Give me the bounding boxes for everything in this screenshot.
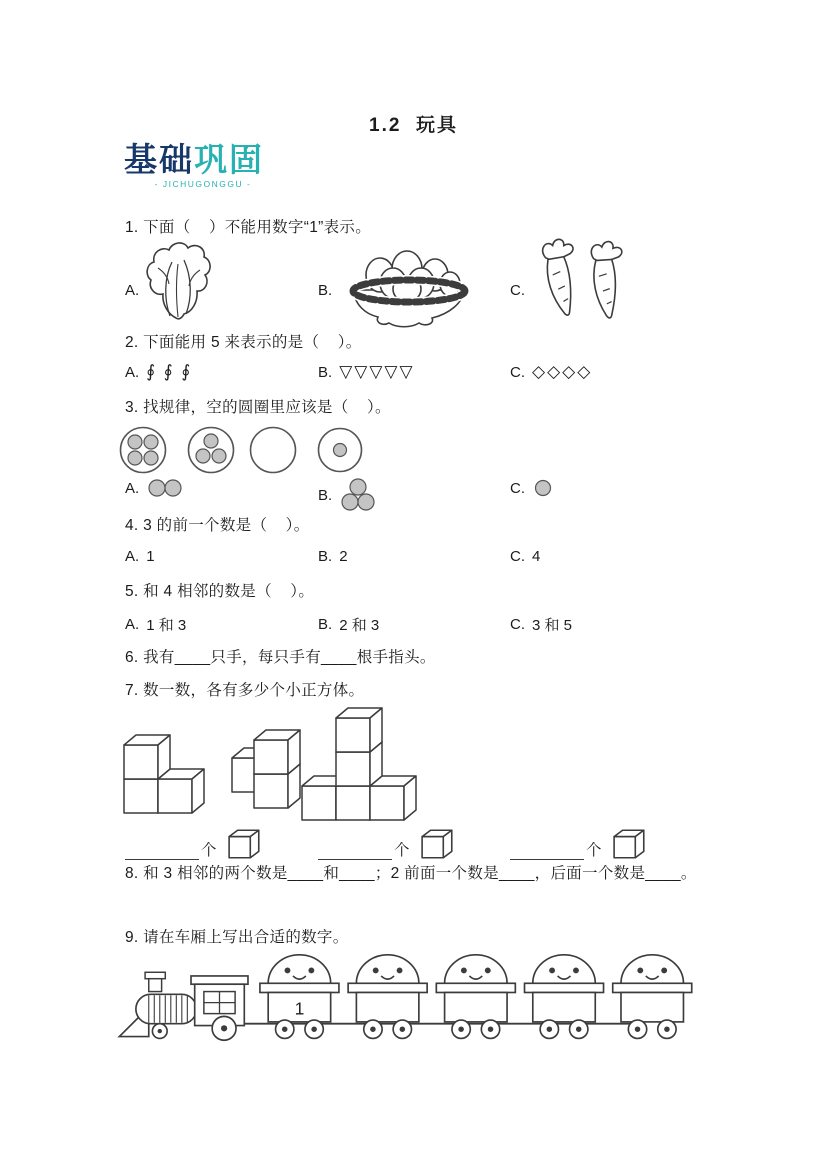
q7-answer-1-unit: 个 [201,842,217,859]
q5-option-c [510,614,572,635]
q2-option-b-label: B. [318,363,333,381]
question-2-options [125,362,745,386]
q3-option-c [510,478,553,498]
train-car-1 [260,955,339,1039]
carrot-1 [541,237,584,317]
logo-text-dark: 基础 [124,141,194,178]
cube-icon [420,828,456,860]
q4-option-b-label: B. [318,548,333,565]
q3-option-b [318,478,376,512]
q4-option-a-label: A. [125,548,140,565]
logo [124,142,300,189]
q2-option-a [125,362,192,382]
question-7-text: 7. 数一数，各有多少个小正方体。 [125,682,365,699]
q3-option-c-dot [533,478,553,498]
q4-option-a [125,548,155,565]
q4-option-b-value: 2 [339,548,348,565]
pattern-circle-2 [189,428,234,473]
page-title: 1.2 玩具 [369,115,458,136]
q2-option-a-symbols: ∮ ∮ ∮ [146,362,193,381]
q5-option-c-label: C. [510,616,525,633]
q2-option-c [510,362,592,382]
q4-option-c [510,548,540,565]
question-9-text: 9. 请在车厢上写出合适的数字。 [125,929,349,946]
train-car-1-number: 1 [294,998,305,1019]
q3-option-b-dots [340,478,376,512]
q5-option-c-value: 3 和 5 [532,617,573,634]
q2-option-b-symbols: ▽▽▽▽▽ [339,362,415,381]
q7-answer-3-unit: 个 [586,842,602,859]
train-car-5 [613,955,692,1039]
q5-option-b [318,614,379,635]
q3-option-a [125,478,183,498]
logo-text-teal: 巩固 [194,141,264,178]
q4-option-a-value: 1 [146,548,155,565]
q5-option-a-value: 1 和 3 [146,617,187,634]
question-4-options [125,548,745,572]
q3-pattern-sequence [118,424,364,476]
question-1-text: 1. 下面（ ）不能用数字“1”表示。 [125,219,372,236]
train-car-4 [525,955,604,1039]
q3-option-a-label: A. [125,479,140,497]
q7-figure-3-t-shape [298,702,420,826]
q2-option-b [318,362,415,382]
q5-option-a [125,614,186,635]
question-3-text: 3. 找规律，空的圆圈里应该是（ ）。 [125,399,391,416]
question-3-options [125,478,745,512]
q2-option-c-label: C. [510,363,525,381]
locomotive [119,972,248,1040]
q2-option-a-label: A. [125,363,140,381]
train-car-2 [348,955,427,1039]
logo-text [124,142,300,178]
pattern-circle-1 [121,428,166,473]
q1-option-b-label: B. [318,282,333,299]
egg-basket-image [347,246,471,328]
q3-option-a-dots [147,478,183,498]
q5-option-b-label: B. [318,616,333,633]
question-4-text: 4. 3 的前一个数是（ ）。 [125,517,310,534]
q4-option-c-label: C. [510,548,525,565]
question-5-options [125,614,745,638]
q7-figure-1-l-shape [118,730,210,820]
q7-answer-1 [125,818,263,860]
question-2-text: 2. 下面能用 5 来表示的是（ ）。 [125,334,362,351]
q7-answer-2-unit: 个 [394,842,410,859]
q3-option-c-label: C. [510,479,525,497]
carrot-2 [591,241,625,319]
q5-option-a-label: A. [125,616,140,633]
carrots-image [533,236,625,324]
train-image [112,952,700,1044]
q2-option-c-symbols: ◇◇◇◇ [532,362,593,381]
cube-icon [612,828,648,860]
question-1-options [125,236,745,328]
cabbage-image [142,238,216,322]
q7-answer-3 [510,818,648,860]
q3-option-b-label: B. [318,486,333,504]
cube-icon [227,828,263,860]
q4-option-c-value: 4 [532,548,541,565]
question-6-text: 6. 我有____只手，每只手有____根手指头。 [125,649,436,666]
pattern-circle-3-empty [251,428,296,473]
q5-option-b-value: 2 和 3 [339,617,380,634]
question-8-text: 8. 和 3 相邻的两个数是____和____；2 前面一个数是____，后面一个数是____。 [125,865,697,882]
q7-answer-2 [318,818,456,860]
question-5-text: 5. 和 4 相邻的数是（ ）。 [125,583,315,600]
q1-option-c-label: C. [510,282,525,299]
logo-subtitle: - JICHUGONGGU - [154,179,252,190]
q1-option-a-label: A. [125,282,140,299]
q4-option-b [318,548,348,565]
pattern-circle-4 [319,429,362,472]
train-car-3 [436,955,515,1039]
